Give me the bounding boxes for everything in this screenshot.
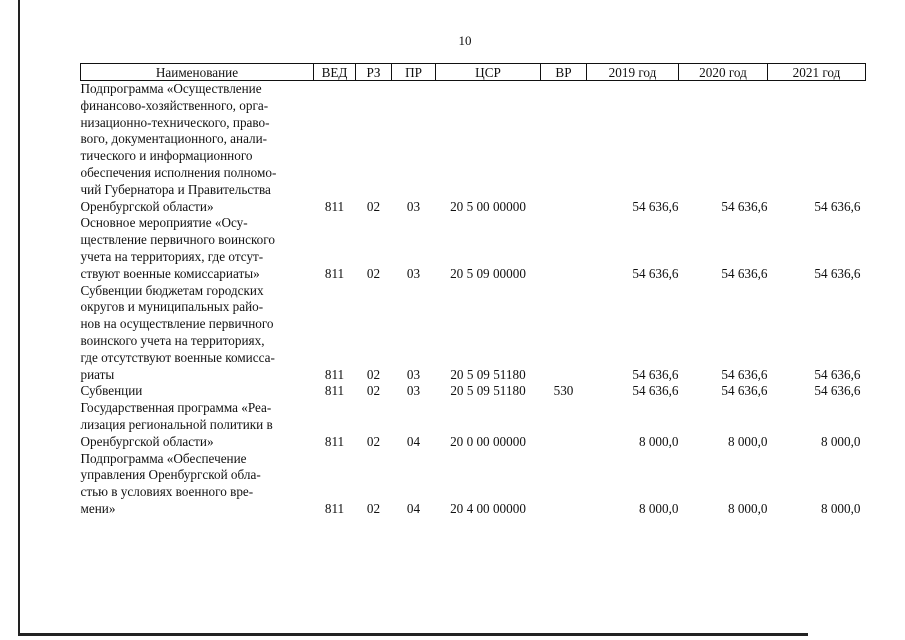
header-2021: 2021 год <box>768 64 866 81</box>
table-row <box>81 283 866 384</box>
name-line: Основное мероприятие «Осу- <box>80 215 248 231</box>
cell-ved: 811 <box>324 433 345 449</box>
cell-csr: 20 4 00 00000 <box>450 500 526 516</box>
name-line: финансово-хозяйственного, орга- <box>80 97 269 113</box>
cell-vr <box>541 215 587 282</box>
cell-csr: 20 5 09 00000 <box>450 265 526 281</box>
cell-pr: 03 <box>406 198 421 214</box>
table-row <box>81 400 866 450</box>
cell-rz: 02 <box>366 433 381 449</box>
table-header-row <box>81 64 866 81</box>
name-line: ствуют военные комиссариаты» <box>80 265 260 281</box>
cell-csr: 20 5 09 51180 <box>450 366 526 382</box>
cell-2021: 8 000,0 <box>820 433 861 449</box>
name-line: лизация региональной политики в <box>80 416 273 432</box>
cell-csr: 20 5 09 51180 <box>450 383 526 399</box>
name-line: ществление первичного воинского <box>80 232 275 248</box>
cell-ved: 811 <box>324 500 345 516</box>
cell-2020: 54 636,6 <box>721 383 768 399</box>
name-line: округов и муниципальных райо- <box>80 299 264 315</box>
cell-2019: 54 636,6 <box>632 265 679 281</box>
cell-2019: 54 636,6 <box>632 366 679 382</box>
header-ved: ВЕД <box>314 64 356 81</box>
name-line: Подпрограмма «Осуществление <box>80 81 262 96</box>
cell-2021: 54 636,6 <box>814 383 861 399</box>
cell-2021: 8 000,0 <box>820 500 861 516</box>
name-line: нов на осуществление первичного <box>80 316 274 332</box>
cell-pr: 03 <box>406 383 421 399</box>
cell-vr: 530 <box>553 383 574 399</box>
cell-2020: 8 000,0 <box>727 500 768 516</box>
table-row <box>81 215 866 282</box>
header-2019: 2019 год <box>587 64 679 81</box>
cell-pr: 03 <box>406 366 421 382</box>
name-line: стью в условиях военного вре- <box>80 484 254 500</box>
name-line: обеспечения исполнения полномо- <box>80 164 277 180</box>
cell-2019: 8 000,0 <box>638 500 679 516</box>
header-csr: ЦСР <box>436 64 541 81</box>
cell-2020: 8 000,0 <box>727 433 768 449</box>
table-body <box>81 81 866 518</box>
header-2020: 2020 год <box>679 64 768 81</box>
table-row <box>81 81 866 216</box>
name-line: где отсутствуют военные комисса- <box>80 349 275 365</box>
name-line: тического и информационного <box>80 148 253 164</box>
cell-csr: 20 0 00 00000 <box>450 433 526 449</box>
cell-2021: 54 636,6 <box>814 366 861 382</box>
cell-2021: 54 636,6 <box>814 198 861 214</box>
cell-2021: 54 636,6 <box>814 265 861 281</box>
budget-table <box>80 63 866 518</box>
cell-vr <box>541 283 587 384</box>
cell-ved: 811 <box>324 383 345 399</box>
cell-ved: 811 <box>324 366 345 382</box>
cell-name <box>81 383 314 400</box>
cell-pr: 04 <box>406 500 421 516</box>
cell-rz: 02 <box>366 366 381 382</box>
cell-rz: 02 <box>366 265 381 281</box>
name-line: Оренбургской области» <box>80 433 214 449</box>
cell-ved: 811 <box>324 265 345 281</box>
cell-2020: 54 636,6 <box>721 366 768 382</box>
name-line: Субвенции <box>80 383 143 399</box>
name-line: риаты <box>80 366 115 382</box>
name-line: управления Оренбургской обла- <box>80 467 261 483</box>
name-line: Субвенции бюджетам городских <box>80 282 264 298</box>
scan-edge-bottom <box>18 633 808 636</box>
cell-name <box>81 215 314 282</box>
cell-2019: 8 000,0 <box>638 433 679 449</box>
cell-vr <box>541 451 587 518</box>
table-row <box>81 451 866 518</box>
name-line: чий Губернатора и Правительства <box>80 181 271 197</box>
header-name: Наименование <box>81 64 314 81</box>
cell-name <box>81 400 314 450</box>
header-rz: РЗ <box>356 64 392 81</box>
table-row <box>81 383 866 400</box>
cell-2019: 54 636,6 <box>632 383 679 399</box>
scan-edge-left <box>18 0 20 636</box>
name-line: мени» <box>80 500 116 516</box>
cell-name <box>81 81 314 216</box>
cell-rz: 02 <box>366 198 381 214</box>
cell-2019: 54 636,6 <box>632 198 679 214</box>
page-number: 10 <box>458 33 472 48</box>
cell-pr: 04 <box>406 433 421 449</box>
name-line: Оренбургской области» <box>80 198 214 214</box>
cell-vr <box>541 81 587 216</box>
cell-rz: 02 <box>366 383 381 399</box>
cell-name <box>81 451 314 518</box>
name-line: низационно-технического, право- <box>80 114 270 130</box>
cell-2020: 54 636,6 <box>721 198 768 214</box>
name-line: вого, документационного, анали- <box>80 131 268 147</box>
name-line: Государственная программа «Реа- <box>80 400 272 416</box>
name-line: учета на территориях, где отсут- <box>80 248 264 264</box>
cell-rz: 02 <box>366 500 381 516</box>
cell-pr: 03 <box>406 265 421 281</box>
budget-table-container <box>80 63 865 518</box>
cell-csr: 20 5 00 00000 <box>450 198 526 214</box>
name-line: Подпрограмма «Обеспечение <box>80 450 247 466</box>
cell-name <box>81 283 314 384</box>
name-line: воинского учета на территориях, <box>80 332 265 348</box>
cell-vr <box>541 400 587 450</box>
cell-2020: 54 636,6 <box>721 265 768 281</box>
header-pr: ПР <box>392 64 436 81</box>
cell-ved: 811 <box>324 198 345 214</box>
header-vr: ВР <box>541 64 587 81</box>
